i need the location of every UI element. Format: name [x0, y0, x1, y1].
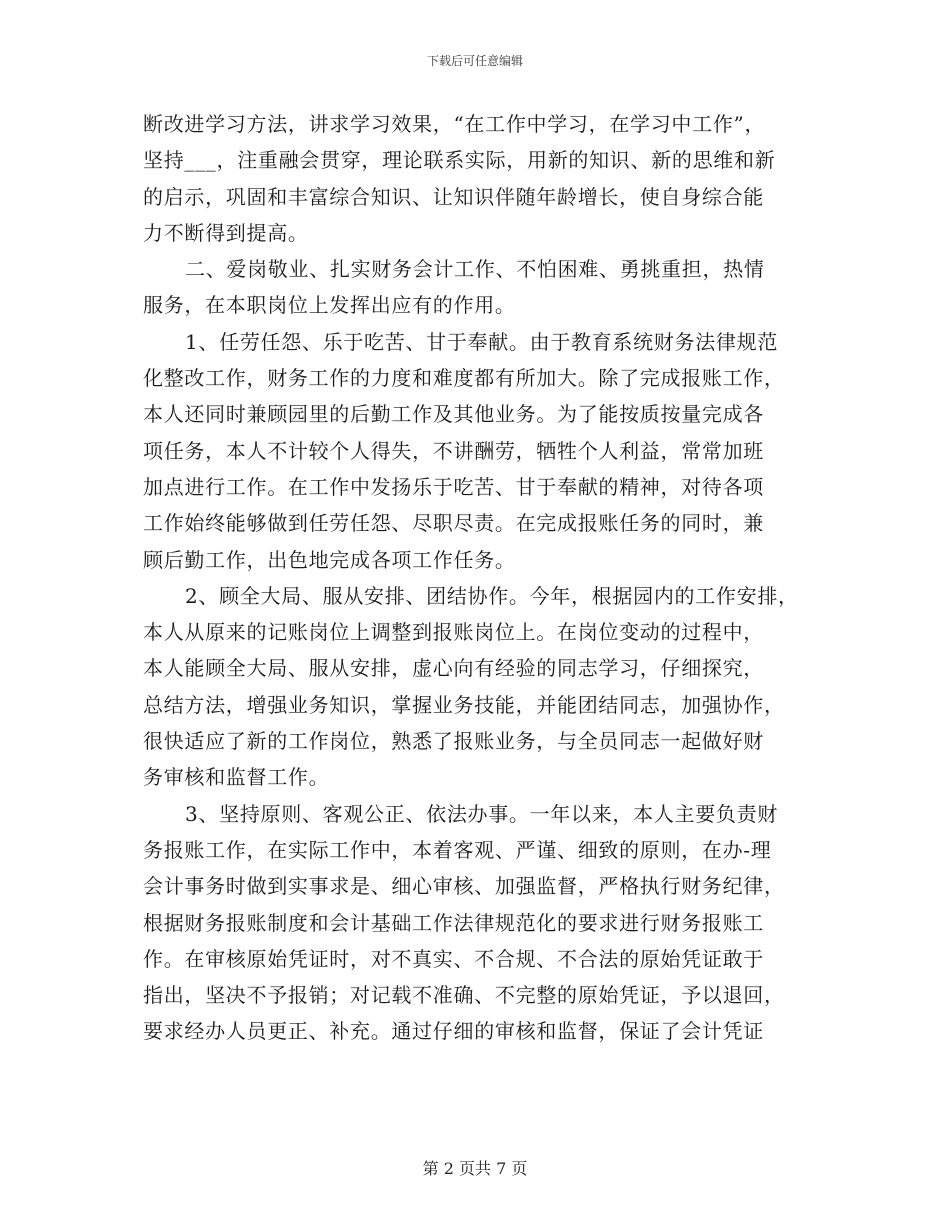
text-line: 顾后勤工作，出色地完成各项工作任务。: [143, 547, 516, 572]
page-header: 下载后可任意编辑: [426, 54, 523, 68]
text-line: 工作始终能够做到任劳任怨、尽职尽责。在完成报账任务的同时，兼: [143, 511, 764, 536]
page-footer: 第 2 页共 7 页: [422, 1159, 528, 1178]
paragraph-first-line: 2、顾全大局、服从安排、团结协作。今年，根据园内的工作安排，: [185, 583, 799, 608]
paragraph-first-line: 1、任劳任怨、乐于吃苦、甘于奉献。由于教育系统财务法律规范: [185, 329, 779, 354]
text-line: 作。在审核原始凭证时，对不真实、不合规、不合法的原始凭证敢于: [143, 946, 764, 971]
text-line: 本人从原来的记账岗位上调整到报账岗位上。在岗位变动的过程中，: [143, 620, 764, 645]
text-line: 本人还同时兼顾园里的后勤工作及其他业务。为了能按质按量完成各: [143, 402, 764, 427]
text-line: 要求经办人员更正、补充。通过仔细的审核和监督，保证了会计凭证: [143, 1019, 764, 1044]
text-line: 根据财务报账制度和会计基础工作法律规范化的要求进行财务报账工: [143, 910, 764, 935]
text-line: 务报账工作，在实际工作中，本着客观、严谨、细致的原则，在办-理: [143, 837, 772, 862]
text-line: 指出，坚决不予报销；对记载不准确、不完整的原始凭证，予以退回，: [143, 983, 785, 1008]
paragraph-first-line: 3、坚持原则、客观公正、依法办事。一年以来，本人主要负责财: [185, 801, 779, 826]
text-line: 力不断得到提高。: [143, 220, 309, 245]
text-line: 加点进行工作。在工作中发扬乐于吃苦、甘于奉献的精神，对待各项: [143, 474, 764, 499]
paragraph-first-line: 二、爱岗敬业、扎实财务会计工作、不怕困难、勇挑重担，热情: [185, 257, 765, 282]
text-line: 本人能顾全大局、服从安排，虚心向有经验的同志学习，仔细探究，: [143, 656, 764, 681]
text-line: 项任务，本人不计较个人得失，不讲酬劳，牺牲个人利益，常常加班: [143, 438, 764, 463]
text-line: 坚持___，注重融会贯穿，理论联系实际，用新的知识、新的思维和新: [143, 148, 776, 173]
text-line: 的启示，巩固和丰富综合知识、让知识伴随年龄增长，使自身综合能: [143, 184, 764, 209]
text-line: 很快适应了新的工作岗位，熟悉了报账业务，与全员同志一起做好财: [143, 729, 764, 754]
text-line: 服务，在本职岗位上发挥出应有的作用。: [143, 293, 516, 318]
text-line: 化整改工作，财务工作的力度和难度都有所加大。除了完成报账工作，: [143, 366, 785, 391]
text-line: 务审核和监督工作。: [143, 765, 330, 790]
text-line: 会计事务时做到实事求是、细心审核、加强监督，严格执行财务纪律，: [143, 874, 785, 899]
text-line: 总结方法，增强业务知识，掌握业务技能，并能团结同志，加强协作，: [143, 692, 785, 717]
text-line: 断改进学习方法，讲求学习效果，“在工作中学习，在学习中工作”，: [143, 112, 766, 136]
document-body: [143, 106, 823, 1050]
